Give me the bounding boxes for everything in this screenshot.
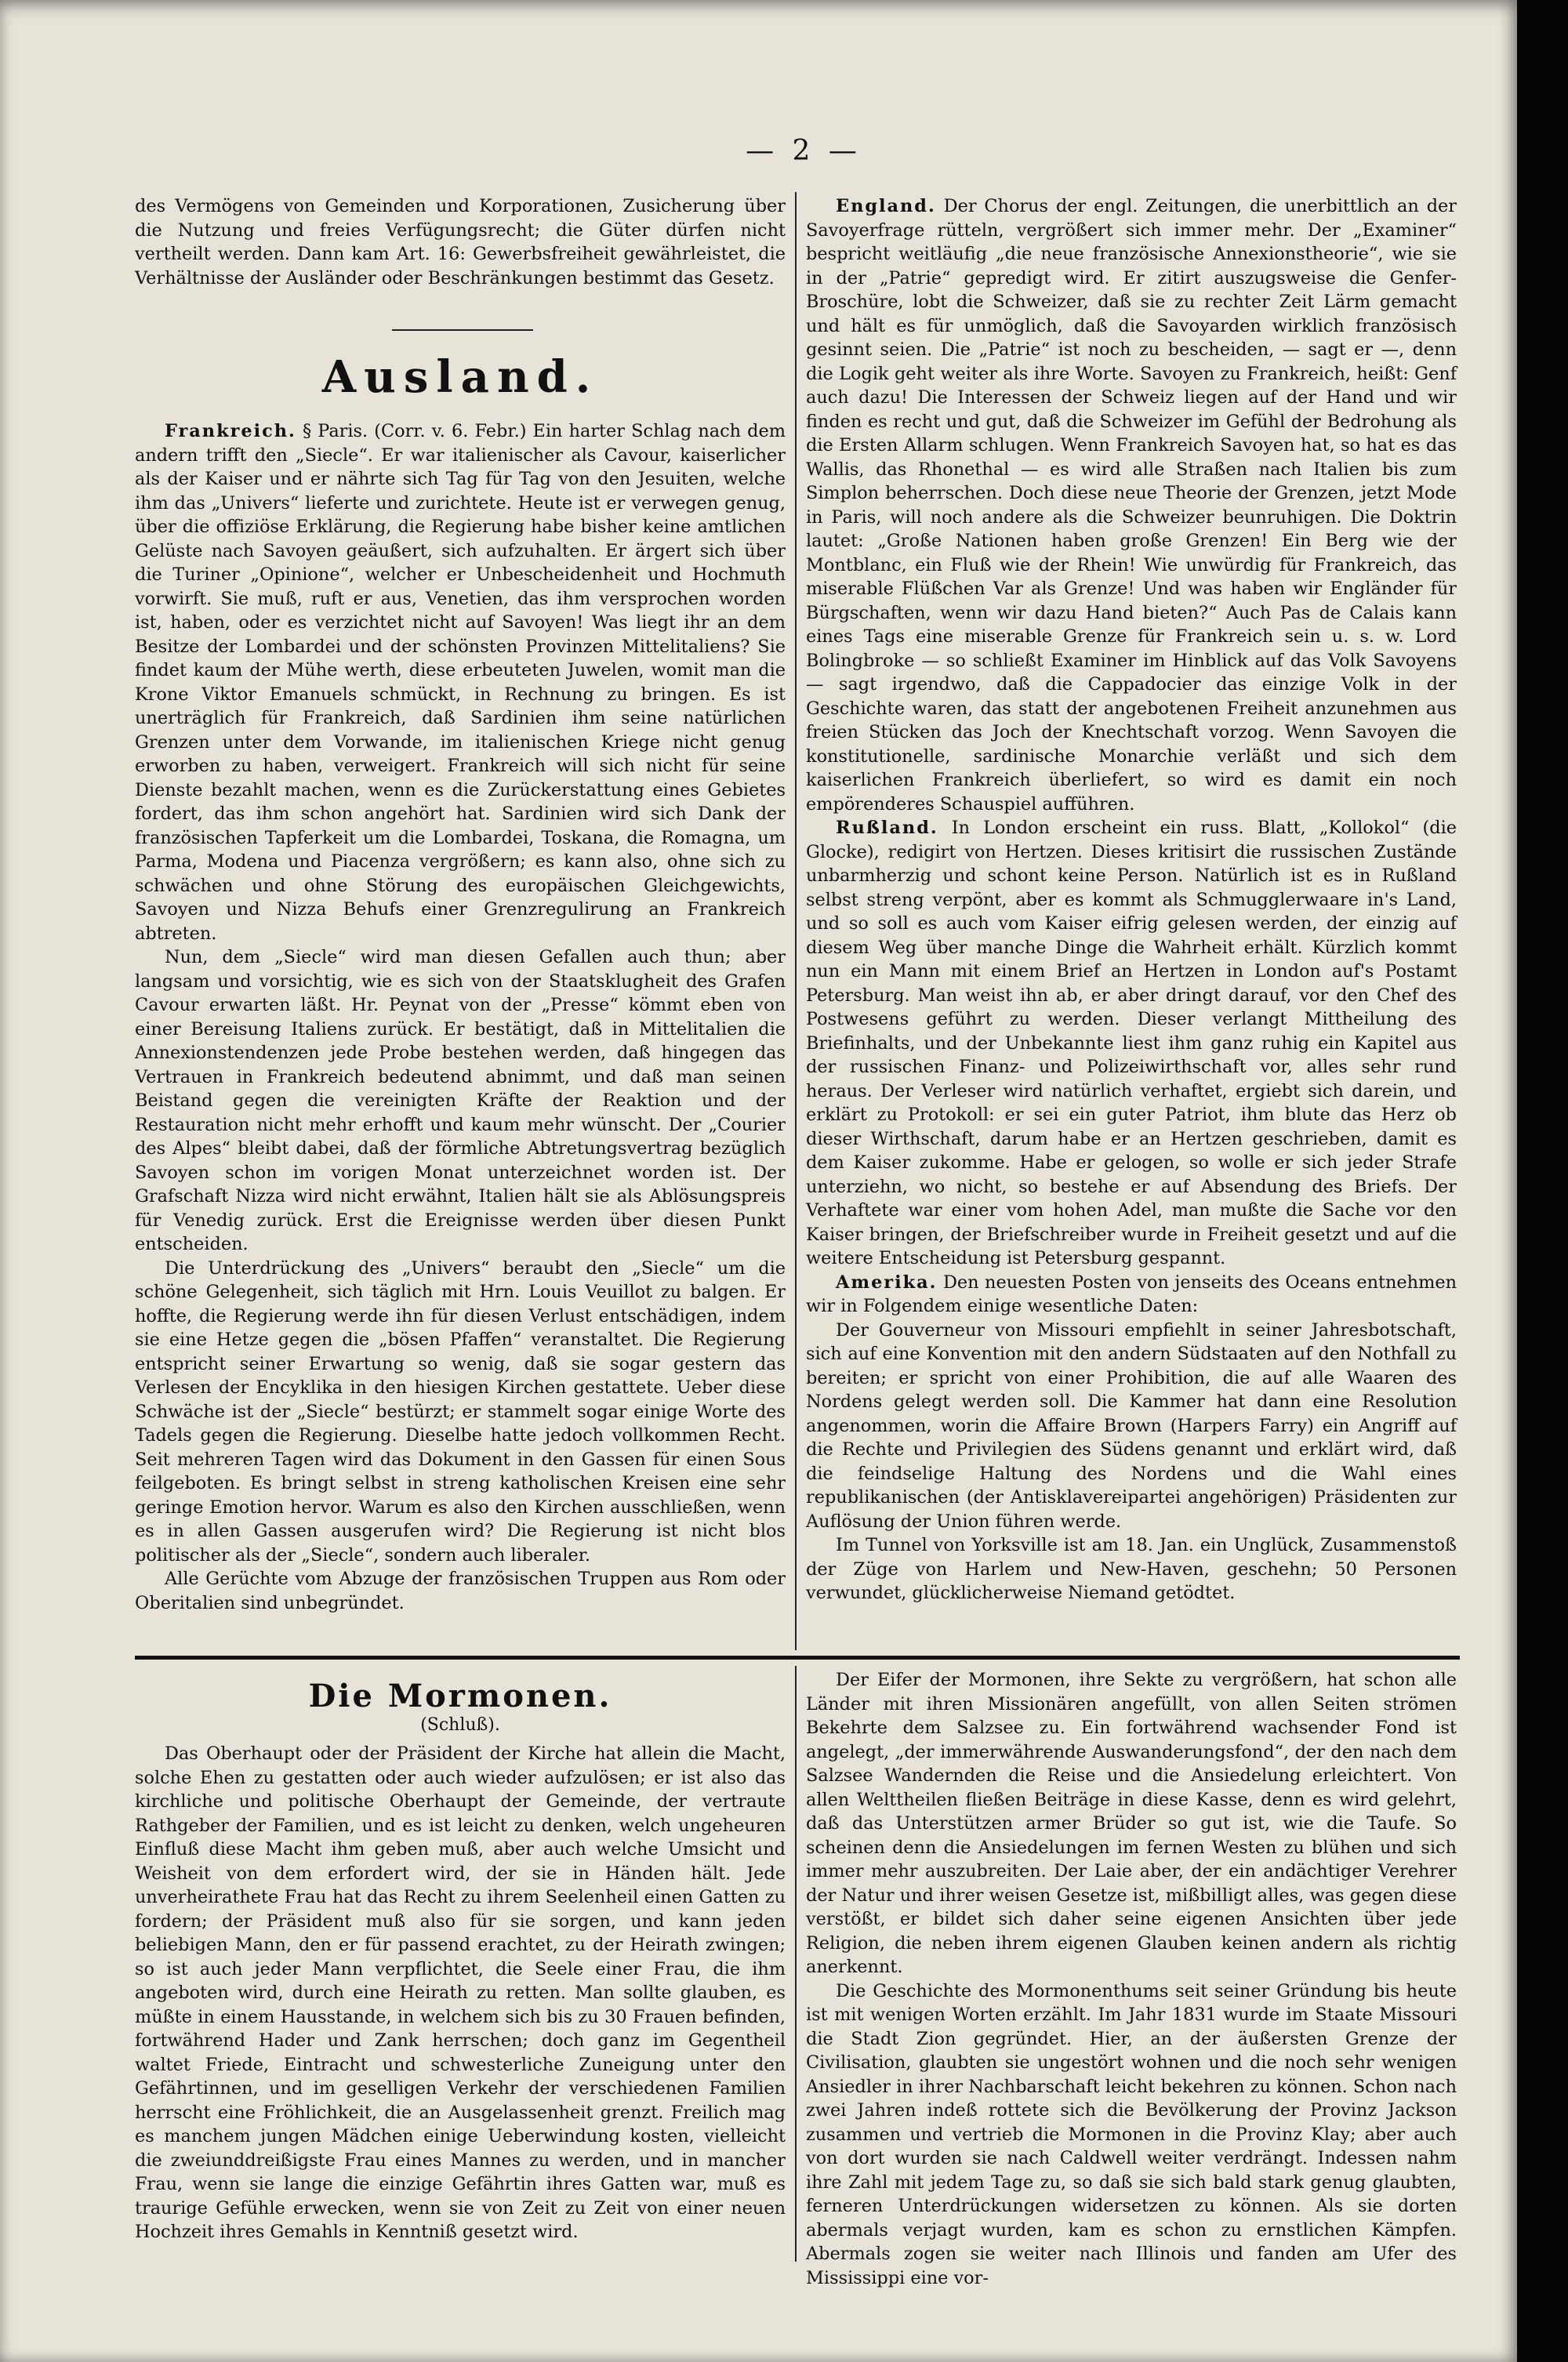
section-divider [392, 329, 533, 331]
frankreich-paragraph-2: Nun, dem „Siecle“ wird man diesen Gefallen auch thun; aber langsam und vorsichtig, wie es sich von der Staatsklugheit des Grafen Cavour erwarten läßt. Hr. Peynat von der „Presse“ kömmt eben von einer Bereisung Italiens zurück. Er bestätigt, daß in Mittelitalien die Annexionstendenzen jede Probe bestehen werden, daß hingegen das Vertrauen in Frankreich bedeutend abnimmt, und daß man seinen Beistand gegen die vereinigten Kräfte der Reaktion und der Restauration nicht mehr erhofft und kaum mehr wünscht. Der „Courier des Alpes“ bleibt dabei, daß der förmliche Abtretungsvertrag bezüglich Savoyen schon im vorigen Monat unterzeichnet worden ist. Der Grafschaft Nizza wird nicht erwähnt, Italien hält sie als Ablösungspreis für Venedig zurück. Erst die Ereignisse werden über diesen Punkt entscheiden. [135, 947, 786, 1254]
feuilleton-title: Die Mormonen. [308, 1678, 612, 1714]
amerika-paragraph-3: Im Tunnel von Yorksville ist am 18. Jan. ein Unglück, Zusammenstoß der Züge von Harlem und New-Haven, geschehn; 50 Personen verwundet, glücklicherweise Niemand getödtet. [806, 1535, 1457, 1603]
feuilleton-paragraph-left: Das Oberhaupt oder der Präsident der Kirche hat allein die Macht, solche Ehen zu gestatten oder auch wieder aufzulösen; er ist also das kirchliche und politische Oberhaupt der Gemeinde, der vertraute Rathgeber der Familien, und es ist leicht zu denken, welch ungeheuren Einfluß diese Macht ihm geben muß, aber auch welche Umsicht und Weisheit von dem erfordert wird, der sie in Händen hält. Jede unverheirathete Frau hat das Recht zu ihrem Seelenheil einen Gatten zu fordern; der Präsident muß also für sie sorgen, und kann jeden beliebigen Mann, den er für passend erachtet, zu der Heirath zwingen; so ist auch jeder Mann verpflichtet, die Seele einer Frau, die ihm angeboten wird, durch eine Heirath zu retten. Man sollte glauben, es müßte in einem Hausstande, in welchem sich bis zu 30 Frauen befinden, fortwährend Hader und Zank herrschen; doch ganz im Gegentheil waltet Friede, Eintracht und schwesterliche Zuneigung unter den Gefährtinnen, und im geselligen Verkehr der verschiedenen Familien herrscht eine Fröhlichkeit, die an Ausgelassenheit grenzt. Freilich mag es manchem jungen Mädchen einige Ueberwindung kosten, vielleicht die zweiunddreißigste Frau eines Mannes zu werden, und in mancher Frau, wenn sie lange die einzige Gefährtin ihres Gatten war, muß es traurige Gefühle erwecken, wenn sie von Zeit zu Zeit von einer neuen Hochzeit ihres Gemahls in Kenntniß gesetzt wird. [135, 1743, 786, 2242]
feuilleton-subtitle: (Schluß). [420, 1715, 500, 1735]
feuilleton-divider [135, 1656, 1460, 1660]
feuilleton-column-divider [795, 1666, 797, 2262]
page-number: — 2 — [746, 135, 862, 167]
amerika-paragraph-1: Den neuesten Posten von jenseits des Oceans entnehmen wir in Folgendem einige wesentliche Daten: [806, 1272, 1457, 1316]
intro-paragraph: des Vermögens von Gemeinden und Korporationen, Zusicherung über die Nutzung und freies Verfügungsrecht; die Güter dürfen nicht vertheilt werden. Dann kam Art. 16: Gewerbsfreiheit gewährleistet, die Verhältnisse der Ausländer oder Beschränkungen bestimmt das Gesetz. [135, 196, 786, 288]
feuilleton-left-column [135, 1742, 786, 2244]
scan-border [1517, 0, 1568, 2362]
column-divider [795, 192, 797, 1650]
section-heading-ausland: Ausland. [321, 351, 599, 403]
feuilleton-paragraph-right-1: Der Eifer der Mormonen, ihre Sekte zu vergrößern, hat schon alle Länder mit ihren Missionären angefüllt, von allen Seiten strömen Bekehrte dem Salzsee zu. Ein fortwährend wachsender Fond ist angelegt, „der immerwährende Auswanderungsfond“, der den nach dem Salzsee Wandernden die Reise und die Ansiedelung erleichtert. Von allen Welttheilen fließen Beiträge in diese Kasse, denn es wird gelehrt, daß das Unterstützen armer Brüder so gut ist, wie die Taufe. So scheinen denn die Ansiedelungen im fernen Westen zu blühen und sich immer mehr auszubreiten. Der Laie aber, der ein andächtiger Verehrer der Natur und ihrer weisen Gesetze ist, mißbilligt alles, was gegen diese verstößt, er bildet sich daher seine eigenen Ansichten über jede Religion, die neben ihrem eigenen Glauben keinen andern als richtig anerkennt. [806, 1670, 1457, 1977]
feuilleton-right-column [806, 1668, 1457, 2290]
frankreich-paragraph-1: § Paris. (Corr. v. 6. Febr.) Ein harter Schlag nach dem andern trifft den „Siecle“. Er war italienischer als Cavour, kaiserlicher als der Kaiser und er nährte sich Tag für Tag von den Jesuiten, welche ihm das „Univers“ lieferte und zurichtete. Heute ist er verwegen genug, über die offiziöse Erklärung, die Regierung habe bisher keine amtlichen Gelüste nach Savoyen geäußert, sich aufzuhalten. Er ärgert sich über die Turiner „Opinione“, welcher er Unbescheidenheit und Hochmuth vorwirft. Sie muß, ruft er aus, Venetien, das ihm versprochen worden ist, haben, oder es verzichtet nicht auf Savoyen! Was liegt ihr an dem Besitze der Lombardei und der schönsten Provinzen Mittelitaliens? Sie findet kaum der Mühe werth, diese erbeuteten Juwelen, womit man die Krone Viktor Emanuels schmückt, in Rechnung zu bringen. Es ist unerträglich für Frankreich, daß Sardinien ihm seine natürlichen Grenzen unter dem Vorwande, im italienischen Kriege nicht genug erworben zu haben, verweigert. Frankreich will sich nicht für seine Dienste bezahlt machen, wenn es die Zurückerstattung eines Gebietes fordert, das ihm schon angehört hat. Sardinien wird sich Dank der französischen Tapferkeit um die Lombardei, Toskana, die Romagna, um Parma, Modena und Piacenza vergrößern; es kann also, ohne sich zu schwächen und ohne Störung des europäischen Gleichgewichts, Savoyen und Nizza Behufs einer Grenzregulirung an Frankreich abtreten. [135, 421, 786, 944]
left-column [135, 194, 786, 290]
russland-paragraph: In London erscheint ein russ. Blatt, „Kollokol“ (die Glocke), redigirt von Hertzen. Dieses kritisirt die russischen Zustände unbarmherzig und schont keine Person. Natürlich ist es in Rußland selbst streng verpönt, aber es kommt als Schmugglerwaare in's Land, und so soll es auch vom Kaiser eifrig gelesen werden, der einzig auf diesem Weg über manche Dinge die Wahrheit erhält. Kürzlich kommt nun ein Mann mit einem Brief an Hertzen in London auf's Postamt Petersburg. Man weist ihn ab, er aber dringt darauf, vor den Chef des Postwesens geführt zu werden. Dieser verlangt Mittheilung des Briefinhalts, und der Unbekannte liest ihm ganz ruhig ein Kapitel aus der russischen Finanz- und Polizeiwirthschaft vor, alles sehr rund heraus. Der Verleser wird natürlich verhaftet, ergiebt sich darein, und erklärt zu Protokoll: er sei ein guter Patriot, ihm blute das Herz ob dieser Wirthschaft, darum habe er an Hertzen geschrieben, damit es dem Kaiser zukomme. Habe er gelogen, so wolle er sich jeder Strafe unterziehn, wo nicht, so bestehe er auf Absendung des Briefs. Der Verhaftete war einer vom hohen Adel, man mußte die Sache vor den Kaiser bringen, der Briefschreiber wurde in Freiheit gesetzt und auf die weitere Entscheidung ist Petersburg gespannt. [806, 818, 1457, 1268]
frankreich-paragraph-4: Alle Gerüchte vom Abzuge der französischen Truppen aus Rom oder Oberitalien sind unbegründet. [135, 1569, 786, 1613]
right-column [806, 194, 1457, 1606]
england-paragraph: Der Chorus der engl. Zeitungen, die unerbittlich an der Savoyerfrage rütteln, vergrößert sich immer mehr. Der „Examiner“ bespricht weitläufig „die neue französische Annexionstheorie“, wie sie in der „Patrie“ gepredigt wird. Er zitirt auszugsweise die Genfer-Broschüre, lobt die Schweizer, daß sie zu rechter Zeit Lärm gemacht und hält es für unmöglich, daß die Savoyarden wirklich französisch gesinnt seien. Die „Patrie“ ist noch zu bescheiden, — sagt er —, denn die Logik geht weiter als ihre Worte. Savoyen zu Frankreich, heißt: Genf auch dazu! Die Interessen der Schweiz liegen auf der Hand und wir finden es recht und gut, daß die Schweizer im Gefühl der Bedrohung als die Ersten Allarm schlugen. Wenn Frankreich Savoyen hat, so hat es das Wallis, das Rhonethal — es wird alle Straßen nach Italien bis zum Simplon beherrschen. Doch diese neue Theorie der Grenzen, jetzt Mode in Paris, will noch andere als die Schweizer beunruhigen. Die Doktrin lautet: „Große Nationen haben große Grenzen! Ein Berg wie der Montblanc, ein Fluß wie der Rhein! Wie unwürdig für Frankreich, das miserable Flüßchen Var als Grenze! Und was haben wir Engländer für Bürgschaften, wenn wir dazu Hand bieten?“ Auch Pas de Calais kann eines Tags eine miserable Grenze für Frankreich sein u. s. w. Lord Bolingbroke — so schließt Examiner im Hinblick auf das Volk Savoyens — sagt irgendwo, daß die Cappadocier das einzige Volk in der Geschichte waren, das statt der angebotenen Freiheit anzunehmen aus freien Stücken das Joch der Knechtschaft vorzog. Wenn Savoyen die konstitutionelle, sardinische Monarchie verläßt und sich dem kaiserlichen Frankreich überliefert, so wird es damit ein noch empörenderes Schauspiel aufführen. [806, 196, 1457, 815]
russland-keyword: Rußland. [836, 818, 938, 838]
frankreich-keyword: Frankreich. [165, 421, 296, 441]
amerika-paragraph-2: Der Gouverneur von Missouri empfiehlt in seiner Jahresbotschaft, sich auf eine Konvention mit den andern Südstaaten auf den Nothfall zu bereiten; er spricht von einer Prohibition, die auf alle Waaren des Nordens gelegt werden soll. Die Kammer hat dann eine Resolution angenommen, worin die Affaire Brown (Harpers Farry) ein Angriff auf die Rechte und Privilegien des Südens genannt und erklärt wird, daß die feindselige Haltung des Nordens und die Wahl eines republikanischen (der Antisklavereipartei angehörigen) Präsidenten zur Auflösung der Union führen werde. [806, 1319, 1457, 1532]
frankreich-paragraph-3: Die Unterdrückung des „Univers“ beraubt den „Siecle“ um die schöne Gelegenheit, sich täglich mit Hrn. Louis Veuillot zu balgen. Er hoffte, die Regierung werde ihn für diesen Verlust entschädigen, indem sie eine Hetze gegen die „bösen Pfaffen“ veranstaltet. Die Regierung entspricht seiner Erwartung so wenig, daß sie sogar gestern das Verlesen der Encyklika in den hiesigen Kirchen gestattete. Ueber diese Schwäche ist der „Siecle“ bestürzt; er stammelt sogar einige Worte des Tadels gegen die Regierung. Dieselbe hatte jedoch vollkommen Recht. Seit mehreren Tagen wird das Dokument in den Gassen für einen Sous feilgeboten. Es bringt selbst in streng katholischen Kreisen eine sehr geringe Emotion hervor. Warum es also den Kirchen ausschließen, wenn es in allen Gassen ausgerufen wird? Die Regierung ist nicht blos politischer als der „Siecle“, sondern auch liberaler. [135, 1257, 786, 1566]
feuilleton-paragraph-right-2: Die Geschichte des Mormonenthums seit seiner Gründung bis heute ist mit wenigen Worten erzählt. Im Jahr 1831 wurde im Staate Missouri die Stadt Zion gegründet. Hier, an der äußersten Grenze der Civilisation, glaubten sie ungestört wohnen und die noch sehr wenigen Ansiedler in ihrer Nachbarschaft leicht bekehren zu können. Schon nach zwei Jahren indeß rottete sich die Bevölkerung der Provinz Jackson zusammen und vertrieb die Mormonen in die Provinz Klay; aber auch von dort wurden sie nach Caldwell weiter verdrängt. Indessen nahm ihre Zahl mit jedem Tage zu, so daß sie sich bald stark genug glaubten, ferneren Unterdrückungen widersetzen zu können. Als sie dorten abermals verjagt wurden, kam es schon zu ernstlichen Kämpfen. Abermals zogen sie weiter nach Illinois und fanden am Ufer des Mississippi eine vor- [806, 1980, 1457, 2288]
england-keyword: England. [836, 196, 936, 216]
frankreich-article [135, 419, 786, 1615]
amerika-keyword: Amerika. [836, 1272, 938, 1293]
